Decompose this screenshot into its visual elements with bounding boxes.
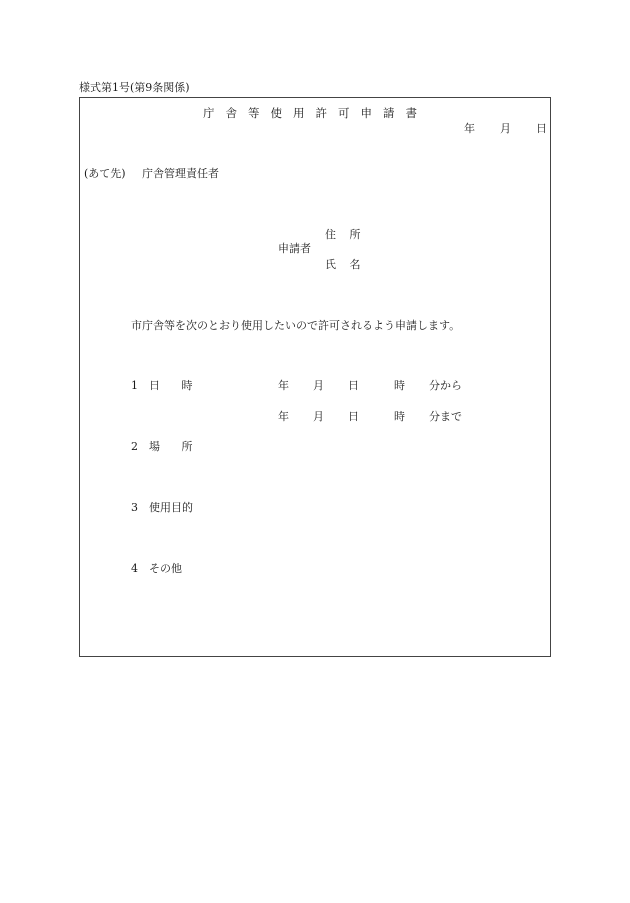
to-month-label: 月 bbox=[313, 410, 324, 423]
item1-number: 1 bbox=[131, 379, 138, 392]
form-title: 庁舎等使用許可申請書 bbox=[203, 106, 428, 120]
from-minute-label: 分から bbox=[429, 379, 462, 392]
to-day-label: 日 bbox=[348, 410, 359, 423]
item4-number: 4 bbox=[131, 562, 138, 575]
form-number: 様式第1号(第9条関係) bbox=[79, 81, 190, 94]
from-month-label: 月 bbox=[313, 379, 324, 392]
from-hour-label: 時 bbox=[394, 379, 405, 392]
item4-label: その他 bbox=[149, 562, 182, 575]
request-statement: 市庁舎等を次のとおり使用したいので許可されるよう申請します。 bbox=[131, 319, 461, 332]
addressee-name: 庁舎管理責任者 bbox=[142, 167, 219, 180]
from-day-label: 日 bbox=[348, 379, 359, 392]
applicant-label: 申請者 bbox=[278, 242, 311, 255]
applicant-name-label: 氏 名 bbox=[325, 258, 361, 271]
item1-label: 日 時 bbox=[149, 379, 193, 392]
date-month-label: 月 bbox=[500, 122, 511, 135]
item3-label: 使用目的 bbox=[149, 501, 193, 514]
applicant-address-label: 住 所 bbox=[325, 228, 361, 241]
item2-label: 場 所 bbox=[149, 440, 193, 453]
to-year-label: 年 bbox=[278, 410, 289, 423]
date-day-label: 日 bbox=[536, 122, 547, 135]
to-minute-label: 分まで bbox=[429, 410, 462, 423]
item2-number: 2 bbox=[131, 440, 138, 453]
addressee-prefix: (あて先) bbox=[84, 167, 126, 180]
from-year-label: 年 bbox=[278, 379, 289, 392]
to-hour-label: 時 bbox=[394, 410, 405, 423]
item3-number: 3 bbox=[131, 501, 138, 514]
date-year-label: 年 bbox=[464, 122, 475, 135]
